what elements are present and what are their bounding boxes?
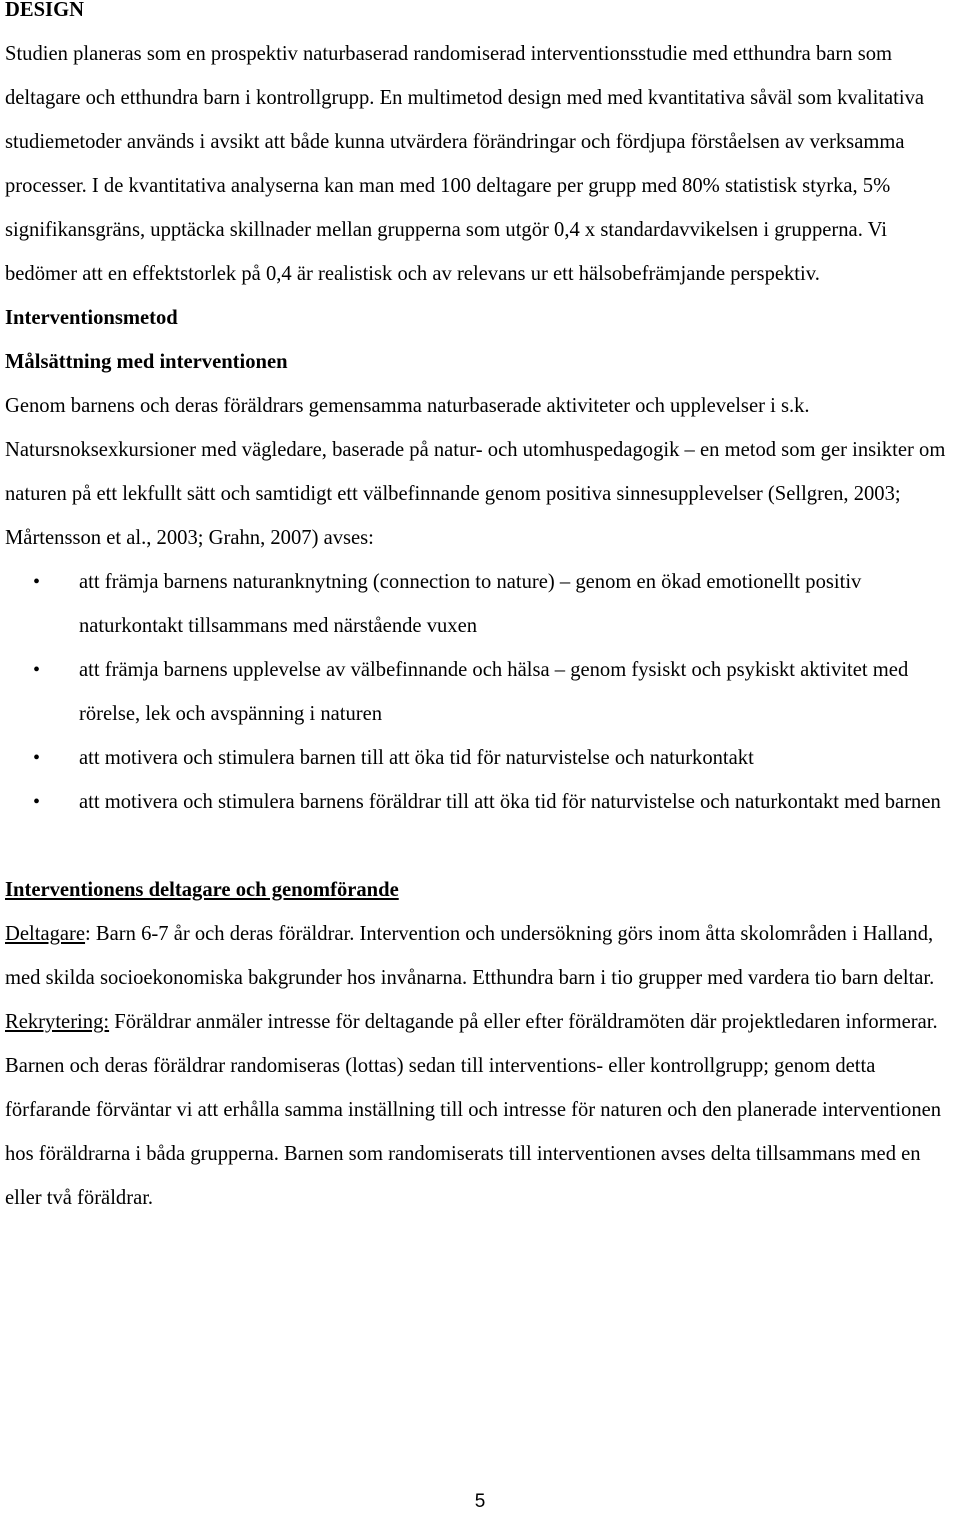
list-item-text: att främja barnens naturanknytning (connection to nature) – genom en ökad emotionellt positiv naturkontakt tillsammans med närstående vuxen bbox=[79, 571, 862, 637]
list-item bbox=[5, 560, 960, 648]
page-number: 5 bbox=[474, 1491, 486, 1512]
list-item bbox=[5, 648, 960, 736]
bullet-icon: • bbox=[33, 571, 41, 593]
participants-text: : Barn 6-7 år och deras föräldrar. Intervention och undersökning görs inom åtta skolområden i Halland, med skilda socioekonomiska bakgrunder hos invånarna. Etthundra barn i tio grupper med vardera tio barn deltar. bbox=[5, 923, 935, 989]
spacer bbox=[5, 824, 960, 868]
bullet-icon: • bbox=[33, 659, 41, 681]
section-title-design: DESIGN bbox=[5, 0, 84, 21]
recruitment-paragraph bbox=[5, 1000, 960, 1220]
recruitment-label: Rekrytering: bbox=[5, 1011, 110, 1033]
method-paragraph: Genom barnens och deras föräldrars gemensamma naturbaserade aktiviteter och upplevelser i s.k. Natursnoksexkursioner med vägledare, baserade på natur- och utomhuspedagogik – en metod som ger insikter om naturen på ett lekfullt sätt och samtidigt ett välbefinnande genom positiva sinnesupplevelser (Sellgren, 2003; Mårtensson et al., 2003; Grahn, 2007) avses: bbox=[5, 395, 946, 549]
bullet-icon: • bbox=[33, 791, 41, 813]
list-item-text: att främja barnens upplevelse av välbefinnande och hälsa – genom fysiskt och psykiskt aktivitet med rörelse, lek och avspänning i naturen bbox=[79, 659, 909, 725]
goals-list bbox=[5, 560, 960, 824]
list-item-text: att motivera och stimulera barnens föräldrar till att öka tid för naturvistelse och naturkontakt med barnen bbox=[79, 791, 941, 813]
list-item-text: att motivera och stimulera barnen till att öka tid för naturvistelse och naturkontakt bbox=[79, 747, 754, 769]
design-paragraph: Studien planeras som en prospektiv naturbaserad randomiserad interventionsstudie med etthundra barn som deltagare och etthundra barn i kontrollgrupp. En multimetod design med med kvantitativa såväl som kvalitativa studiemetoder används i avsikt att både kunna utvärdera förändringar och fördjupa förståelsen av verksamma processer. I de kvantitativa analyserna kan man med 100 deltagare per grupp med 80% statistisk styrka, 5% signifikansgräns, upptäcka skillnader mellan grupperna som utgör 0,4 x standardavvikelsen i grupperna. Vi bedömer att en effektstorlek på 0,4 är realistisk och av relevans ur ett hälsobefrämjande perspektiv. bbox=[5, 43, 925, 285]
participants-paragraph bbox=[5, 912, 960, 1000]
subsection-title-malsattning: Målsättning med interventionen bbox=[5, 351, 288, 373]
recruitment-text: Föräldrar anmäler intresse för deltagande på eller efter föräldramöten där projektledaren informerar. Barnen och deras föräldrar randomiseras (lottas) sedan till interventions- eller kontrollgrupp; genom detta förfarande förväntar vi att erhålla samma inställning till och intresse för naturen och den planerade interventionen hos föräldrarna i båda grupperna. Barnen som randomiserats till interventionen avses delta tillsammans med en eller två föräldrar. bbox=[5, 1011, 942, 1209]
list-item bbox=[5, 736, 960, 780]
participants-label: Deltagare bbox=[5, 923, 86, 945]
list-item bbox=[5, 780, 960, 824]
section-title-interventionsmetod: Interventionsmetod bbox=[5, 307, 178, 329]
bullet-icon: • bbox=[33, 747, 41, 769]
section-title-deltagare: Interventionens deltagare och genomförande bbox=[5, 879, 399, 901]
document-page bbox=[5, 0, 960, 1220]
